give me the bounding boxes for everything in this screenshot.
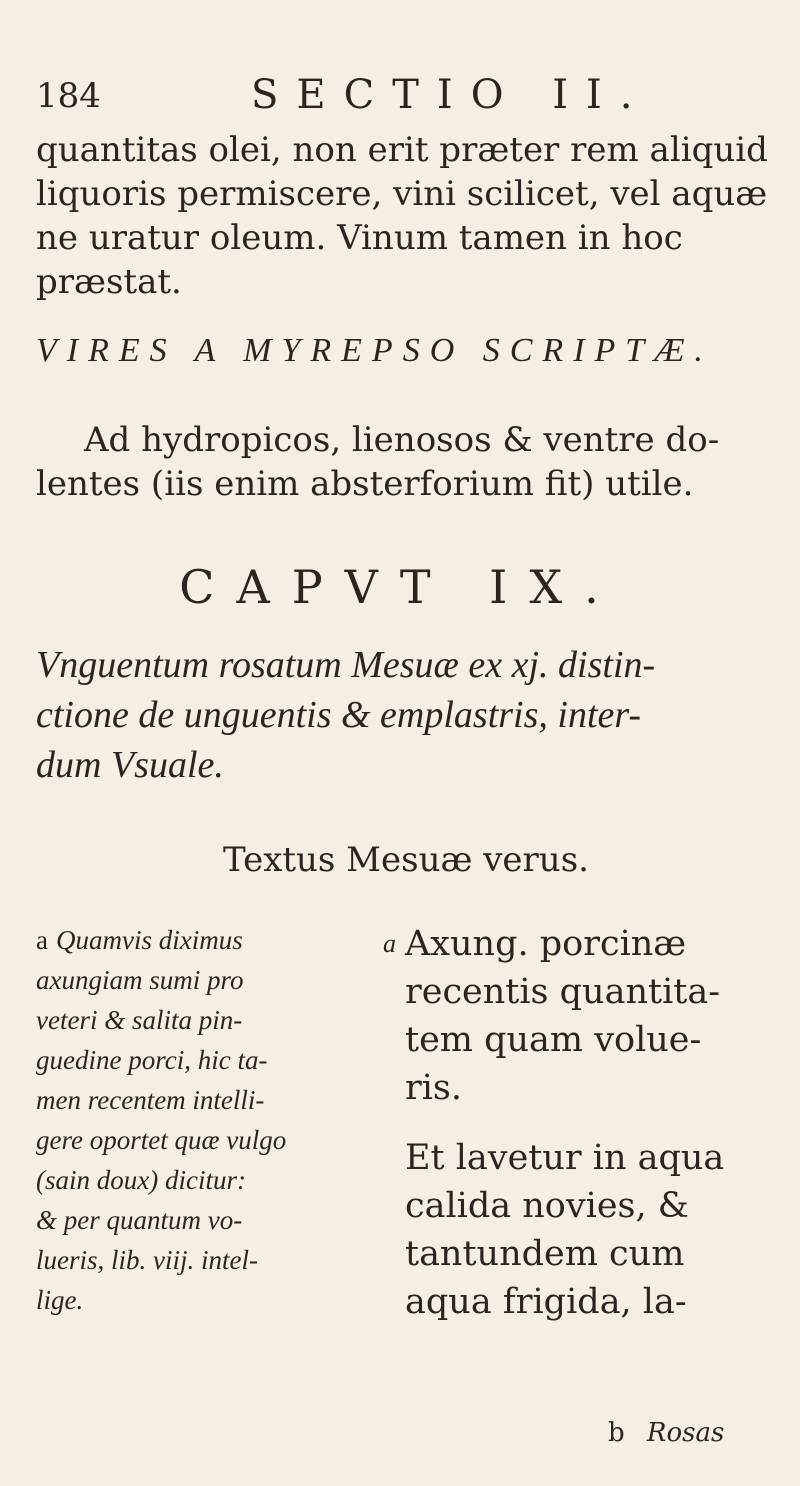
title-line: dum Vsuale.	[36, 744, 224, 786]
text-line: recentis quantita-	[405, 972, 721, 1012]
commentary-line	[36, 920, 366, 960]
text-column	[383, 920, 785, 1326]
text-line: Axung. porcinæ	[405, 924, 687, 964]
title-line: ctione de unguentis & emplastris, inter-	[36, 694, 642, 736]
page-footer	[608, 1418, 724, 1448]
section-title: VIRES A MYREPSO SCRIPTÆ.	[36, 332, 713, 369]
text-line: ris.	[405, 1068, 463, 1108]
text-line: tem quam volue-	[405, 1020, 702, 1060]
text-line: lentes (iis enim absterforium fit) utile.	[36, 464, 694, 504]
catchword: Rosas	[646, 1418, 725, 1448]
text-paragraph	[405, 920, 785, 1112]
chapter-heading: CAPVT IX.	[179, 560, 621, 614]
signature-mark: b	[608, 1418, 625, 1448]
text-line: præstat.	[36, 262, 182, 302]
paragraph-continuation	[36, 128, 776, 304]
text-line: quantitas olei, non erit præter rem aliquid	[36, 130, 768, 170]
page-number: 184	[36, 76, 101, 116]
paragraph-vires	[36, 418, 776, 506]
commentary-column	[36, 920, 366, 1320]
text-line: ne uratur oleum. Vinum tamen in hoc	[36, 218, 683, 258]
running-head: SECTIO II.	[251, 72, 651, 118]
text-line: liquoris permiscere, vini scilicet, vel aquæ	[36, 174, 768, 214]
page-header	[36, 72, 760, 122]
commentary-text: Quamvis diximus	[55, 925, 243, 955]
commentary-line: veteri & salita pin-	[36, 1005, 243, 1035]
text-line: Et lavetur in aqua	[405, 1138, 725, 1178]
text-line: Ad hydropicos, lienosos & ventre do-	[84, 420, 720, 460]
commentary-line: guedine porci, hic ta-	[36, 1045, 268, 1075]
commentary-line: (sain doux) dicitur:	[36, 1165, 246, 1195]
commentary-line: lige.	[36, 1285, 84, 1315]
chapter-title	[36, 640, 776, 790]
note-marker: a	[383, 929, 396, 958]
note-marker: a	[36, 925, 48, 955]
commentary-line: lueris, lib. viij. intel-	[36, 1245, 258, 1275]
commentary-line: & per quantum vo-	[36, 1205, 243, 1235]
commentary-line: axungiam sumi pro	[36, 965, 244, 995]
commentary-line: men recentem intelli-	[36, 1085, 265, 1115]
title-line: Vnguentum rosatum Mesuæ ex xj. distin-	[36, 644, 656, 686]
text-line: aqua frigida, la-	[405, 1282, 687, 1322]
subheading: Textus Mesuæ verus.	[223, 840, 589, 880]
text-paragraph	[405, 1134, 785, 1326]
commentary-line: gere oportet quæ vulgo	[36, 1125, 287, 1155]
text-line: tantundem cum	[405, 1234, 685, 1274]
text-line: calida novies, &	[405, 1186, 689, 1226]
